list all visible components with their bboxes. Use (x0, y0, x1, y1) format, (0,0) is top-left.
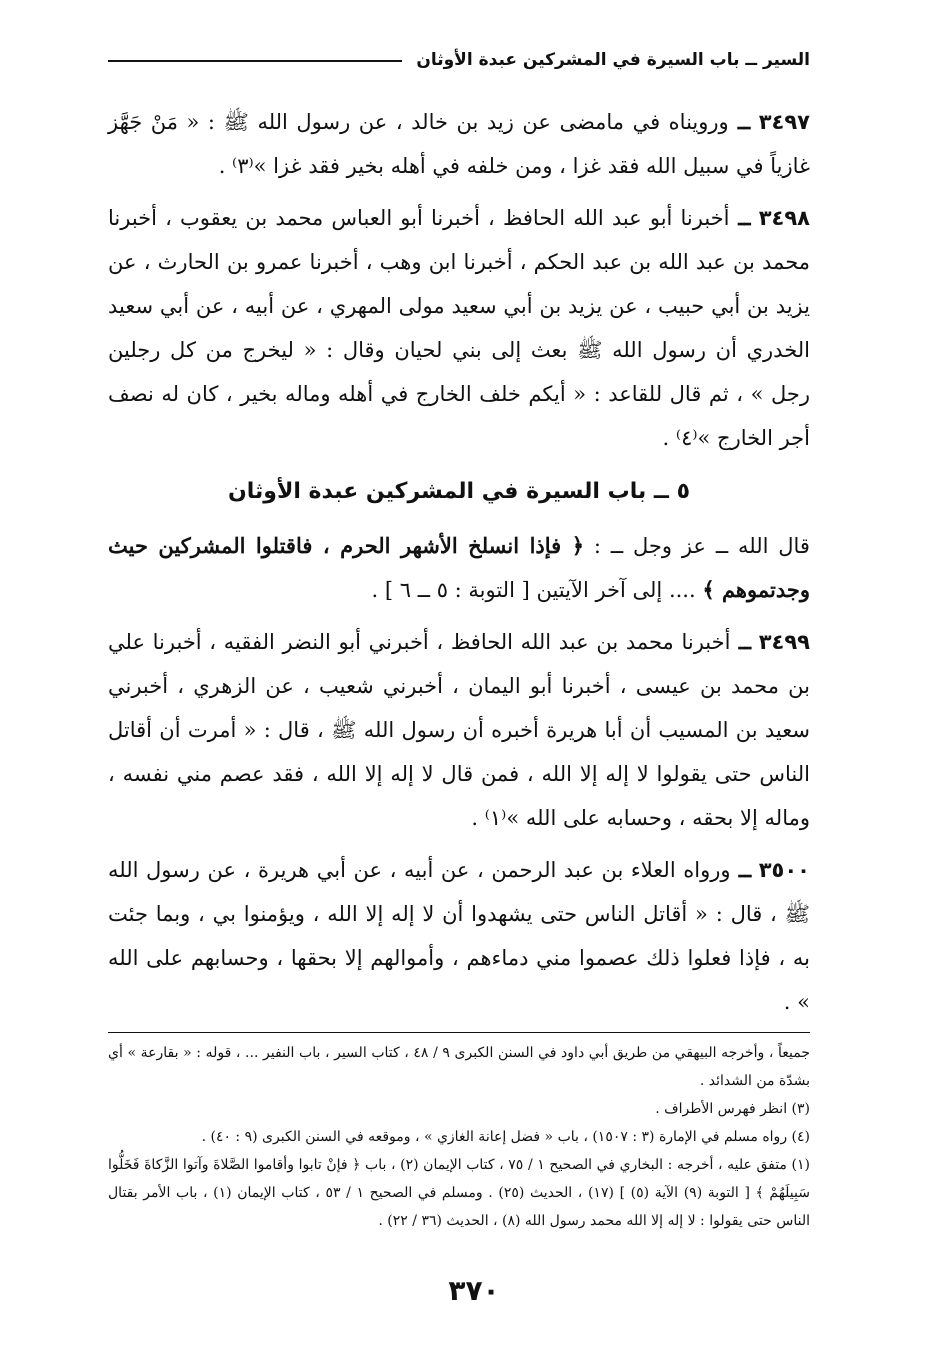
hadith-number: ٣٤٩٧ (758, 110, 810, 134)
quran-verse: ﴿ فإذا انسلخ الأشهر الحرم ، فاقتلوا المشركين حيث وجدتموهم ﴾ (108, 533, 810, 602)
hadith-text: أخبرنا أبو عبد الله الحافظ ، أخبرنا أبو العباس محمد بن يعقوب ، أخبرنا محمد بن عبد الله بن عبد الحكم ، أخبرنا ابن وهب ، أخبرنا عمرو بن الحارث ، عن يزيد بن أبي حبيب ، عن يزيد بن أبي سعيد مولى المهري ، عن أبيه ، عن أبي سعيد الخدري أن رسول الله ﷺ بعث إلى بني لحيان وقال : « ليخرج من كل رجلين رجل » ، ثم قال للقاعد : « أيكم خلف الخارج في أهله وماله بخير ، كان له نصف أجر الخارج »⁽٤⁾ . (108, 206, 810, 450)
hadith-entry (108, 848, 810, 1024)
intro-tail: .... إلى آخر الآيتين [ التوبة : ٥ ــ ٦ ] . (371, 578, 696, 602)
hadith-text: أخبرنا محمد بن عبد الله الحافظ ، أخبرني أبو النضر الفقيه ، أخبرنا علي بن محمد بن عيسى ، أخبرنا أبو اليمان ، أخبرني شعيب ، عن الزهري ، أخبرني سعيد بن المسيب أن أبا هريرة أخبره أن رسول الله ﷺ ، قال : « أمرت أن أقاتل الناس حتى يقولوا لا إله إلا الله ، فمن قال لا إله إلا الله ، فقد عصم مني نفسه ، وماله إلا بحقه ، وحسابه على الله »⁽١⁾ . (108, 630, 810, 830)
footnote: جميعاً ، وأخرجه البيهقي من طريق أبي داود في السنن الكبرى ٩ / ٤٨ ، كتاب السير ، باب النفير ... ، قوله : « بقارعة » أي بشدّة من الشدائد . (108, 1045, 811, 1089)
hadith-entry (108, 620, 810, 840)
hadith-number: ٣٥٠٠ (758, 858, 810, 882)
hadith-text: ورواه العلاء بن عبد الرحمن ، عن أبيه ، عن أبي هريرة ، عن رسول الله ﷺ ، قال : « أقاتل الناس حتى يشهدوا أن لا إله إلا الله ، ويؤمنوا بي ، وبما جئت به ، فإذا فعلوا ذلك عصموا مني دماءهم ، وأموالهم إلا بحقها ، وحسابهم على الله » . (108, 858, 810, 1014)
number-dash: ــ (729, 205, 751, 230)
section-intro (108, 524, 810, 612)
footnote: (٣) انظر فهرس الأطراف . (655, 1101, 810, 1117)
hadith-entry (108, 196, 810, 460)
hadith-text: ورويناه في مامضى عن زيد بن خالد ، عن رسول الله ﷺ : « مَنْ جَهَّز غازياً في سبيل الله فقد غزا ، ومن خلفه في أهله بخير فقد غزا »⁽٣⁾ . (108, 110, 810, 178)
running-header (108, 38, 810, 82)
header-rule (108, 60, 402, 62)
intro-lead: قال الله ــ عز وجل ــ : (593, 534, 810, 558)
footnotes (108, 1039, 810, 1235)
number-dash: ــ (728, 109, 751, 134)
book-page (108, 38, 810, 1235)
hadith-entry (108, 100, 810, 188)
hadith-number: ٣٤٩٨ (758, 206, 810, 230)
number-dash: ــ (730, 629, 752, 654)
page-number: ٣٧٠ (448, 1274, 500, 1307)
footnote: (٤) رواه مسلم في الإمارة (٣ : ١٥٠٧) ، باب « فضل إعانة الغازي » ، وموقعه في السنن الكبرى (٩ : ٤٠) . (201, 1129, 810, 1145)
footnote: (١) متفق عليه ، أخرجه : البخاري في الصحيح ١ / ٧٥ ، كتاب الإيمان (٢) ، باب ﴿ فإنْ تابوا وأقاموا الصَّلاةَ وآتوا الزَّكاةَ فَخَلُّوا سَبِيلَهُمْ ﴾ [ التوبة (٩) الآية (٥) ] (١٧) ، الحديث (٢٥) . ومسلم في الصحيح ١ / ٥٣ ، كتاب الإيمان (١) ، باب الأمر بقتال الناس حتى يقولوا : لا إله إلا الله محمد رسول الله (٨) ، الحديث (٣٦ / ٢٢) . (108, 1157, 810, 1229)
running-title: السير ــ باب السيرة في المشركين عبدة الأوثان (416, 50, 810, 70)
section-heading: ٥ ــ باب السيرة في المشركين عبدة الأوثان (227, 479, 691, 504)
hadith-number: ٣٤٩٩ (758, 630, 810, 654)
number-dash: ــ (730, 857, 752, 882)
footnote-divider (108, 1032, 810, 1033)
